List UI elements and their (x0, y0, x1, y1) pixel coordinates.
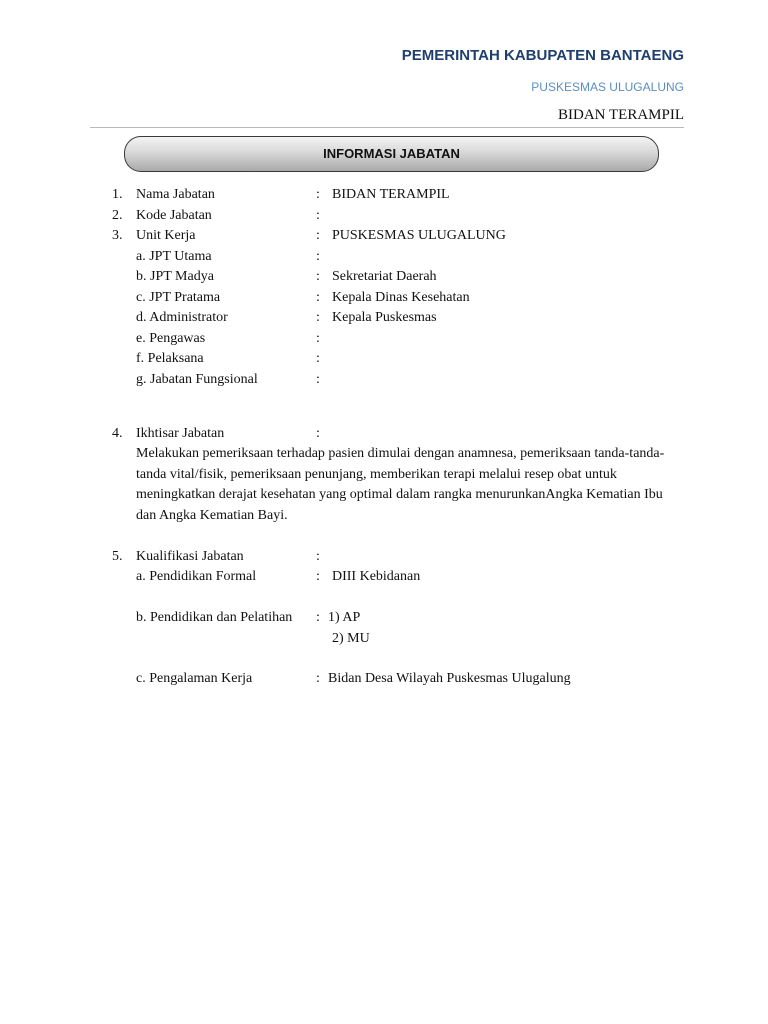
field-jpt-pratama (0, 288, 768, 308)
ikhtisar-paragraph: Melakukan pemeriksaan terhadap pasien dimulai dengan anamnesa, pemeriksaan tanda-tanda-tanda vital/fisik, pemeriksaan penunjang, memberikan terapi melalui resep obat untuk meningkatkan derajat kesehatan yang optimal dalam rangka menurunkanAngka Kematian Ibu dan Angka Kematian Bayi. (136, 446, 665, 524)
field-jpt-madya (0, 267, 768, 287)
field-colon: : (316, 372, 320, 387)
field-value: BIDAN TERAMPIL (332, 187, 450, 202)
field-colon: : (316, 249, 320, 264)
field-value: DIII Kebidanan (332, 569, 421, 584)
field-colon: : (316, 269, 320, 284)
unit-subtitle: PUSKESMAS ULUGALUNG (531, 80, 684, 94)
field-pengalaman-kerja (0, 669, 768, 689)
field-colon: : (316, 610, 320, 625)
field-colon: : (316, 351, 320, 366)
field-label: Kode Jabatan (136, 208, 212, 223)
field-pendidikan-formal (0, 567, 768, 587)
field-label: a. Pendidikan Formal (136, 569, 257, 584)
field-colon: : (316, 331, 320, 346)
field-pendidikan-pelatihan-cont (0, 629, 768, 649)
item-number: 4. (112, 426, 123, 441)
field-label: Unit Kerja (136, 228, 196, 243)
field-value: PUSKESMAS ULUGALUNG (332, 228, 506, 243)
field-jabatan-fungsional (0, 370, 768, 390)
field-colon: : (316, 549, 320, 564)
document-label: BIDAN TERAMPIL (558, 107, 684, 123)
field-label: d. Administrator (136, 310, 228, 325)
field-colon: : (316, 228, 320, 243)
item-number: 1. (112, 187, 123, 202)
organization-title: PEMERINTAH KABUPATEN BANTAENG (401, 47, 684, 64)
field-kode-jabatan (0, 206, 768, 226)
field-pengawas (0, 329, 768, 349)
item-number: 3. (112, 228, 123, 243)
field-colon: : (316, 569, 320, 584)
field-jpt-utama (0, 247, 768, 267)
field-pendidikan-pelatihan (0, 608, 768, 628)
field-label: c. JPT Pratama (136, 290, 221, 305)
field-label: e. Pengawas (136, 331, 206, 346)
field-label: f. Pelaksana (136, 351, 204, 366)
field-colon: : (316, 290, 320, 305)
field-value: Kepala Puskesmas (332, 310, 437, 325)
training-item: 2) MU (332, 631, 370, 646)
field-colon: : (316, 426, 320, 441)
field-label: a. JPT Utama (136, 249, 212, 264)
field-pelaksana (0, 349, 768, 369)
field-label: c. Pengalaman Kerja (136, 671, 253, 686)
section-banner: INFORMASI JABATAN (124, 136, 659, 172)
field-label: b. JPT Madya (136, 269, 214, 284)
section-ikhtisar (0, 424, 768, 444)
field-label: g. Jabatan Fungsional (136, 372, 258, 387)
item-number: 2. (112, 208, 123, 223)
field-colon: : (316, 187, 320, 202)
training-item: 1) AP (328, 610, 361, 625)
field-label: Kualifikasi Jabatan (136, 549, 244, 564)
item-number: 5. (112, 549, 123, 564)
header-divider (90, 127, 684, 128)
section-kualifikasi (0, 547, 768, 567)
field-colon: : (316, 671, 320, 686)
field-colon: : (316, 310, 320, 325)
field-colon: : (316, 208, 320, 223)
field-value: Bidan Desa Wilayah Puskesmas Ulugalung (328, 671, 571, 686)
field-unit-kerja (0, 226, 768, 246)
field-nama-jabatan (0, 185, 768, 205)
field-label: Ikhtisar Jabatan (136, 426, 225, 441)
field-value: Kepala Dinas Kesehatan (332, 290, 470, 305)
field-administrator (0, 308, 768, 328)
field-label: Nama Jabatan (136, 187, 215, 202)
field-label: b. Pendidikan dan Pelatihan (136, 610, 293, 625)
field-value: Sekretariat Daerah (332, 269, 437, 284)
